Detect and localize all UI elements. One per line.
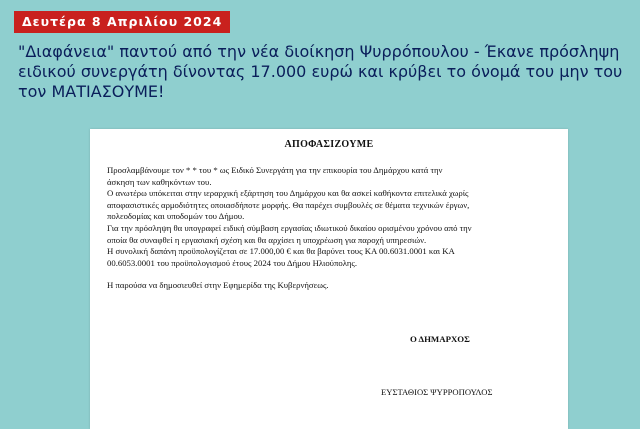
post-title[interactable]: "Διαφάνεια" παντού από την νέα διοίκηση Ψυρρόπουλου - Έκανε πρόσληψη ειδικού συνεργάτη δίνοντας 17.000 ευρώ και κρύβει το όνομά του μην του τον ΜΑΤΙΑΣΟΥΜΕ! — [18, 42, 623, 101]
document-line: Για την πρόσληψη θα υπογραφεί ειδική σύμβαση εργασίας ιδιωτικού δικαίου ορισμένου χρόνου από την — [107, 222, 472, 233]
document-line: Ο ανωτέρω υπόκειται στην ιεραρχική εξάρτηση του Δημάρχου και θα ασκεί καθήκοντα επιτελικά χωρίς — [107, 188, 469, 199]
document-closing: Η παρούσα να δημοσιευθεί στην Εφημερίδα της Κυβερνήσεως. — [107, 280, 329, 291]
document-heading: ΑΠΟΦΑΣΙΖΟΥΜΕ — [284, 139, 374, 150]
decision-document-image — [90, 129, 568, 429]
document-line: Προσλαμβάνουμε τον * * του * ως Ειδικό Συνεργάτη για την επικουρία του Δημάρχου κατά την — [107, 165, 443, 175]
document-line: άσκηση των καθηκόντων του. — [107, 176, 212, 187]
document-line: πολεοδομίας και υποδομών του Δήμου. — [107, 211, 245, 222]
document-line: 00.6053.0001 του προϋπολογισμού έτους 2024 του Δήμου Ηλιούπολης. — [107, 257, 358, 268]
document-spacer — [107, 269, 553, 280]
document-line: αποφασιστικές αρμοδιότητες οποιασδήποτε μορφής. Θα παρέχει συμβουλές σε θέματα τεχνικών έργων, — [107, 199, 470, 210]
signature-name: ΕΥΣΤΑΘΙΟΣ ΨΥΡΡΟΠΟΥΛΟΣ — [381, 387, 493, 397]
signature-title: Ο ΔΗΜΑΡΧΟΣ — [410, 334, 470, 344]
post-date-badge: Δευτέρα 8 Απριλίου 2024 — [14, 11, 230, 33]
document-body — [107, 165, 553, 292]
document-line: Η συνολική δαπάνη προϋπολογίζεται σε 17.000,00 € και θα βαρύνει τους ΚΑ 00.6031.0001 και ΚΑ — [107, 246, 455, 257]
document-line: οποία θα συναφθεί η εργασιακή σχέση και θα αρχίσει η υποχρέωση για παροχή υπηρεσιών. — [107, 234, 427, 245]
